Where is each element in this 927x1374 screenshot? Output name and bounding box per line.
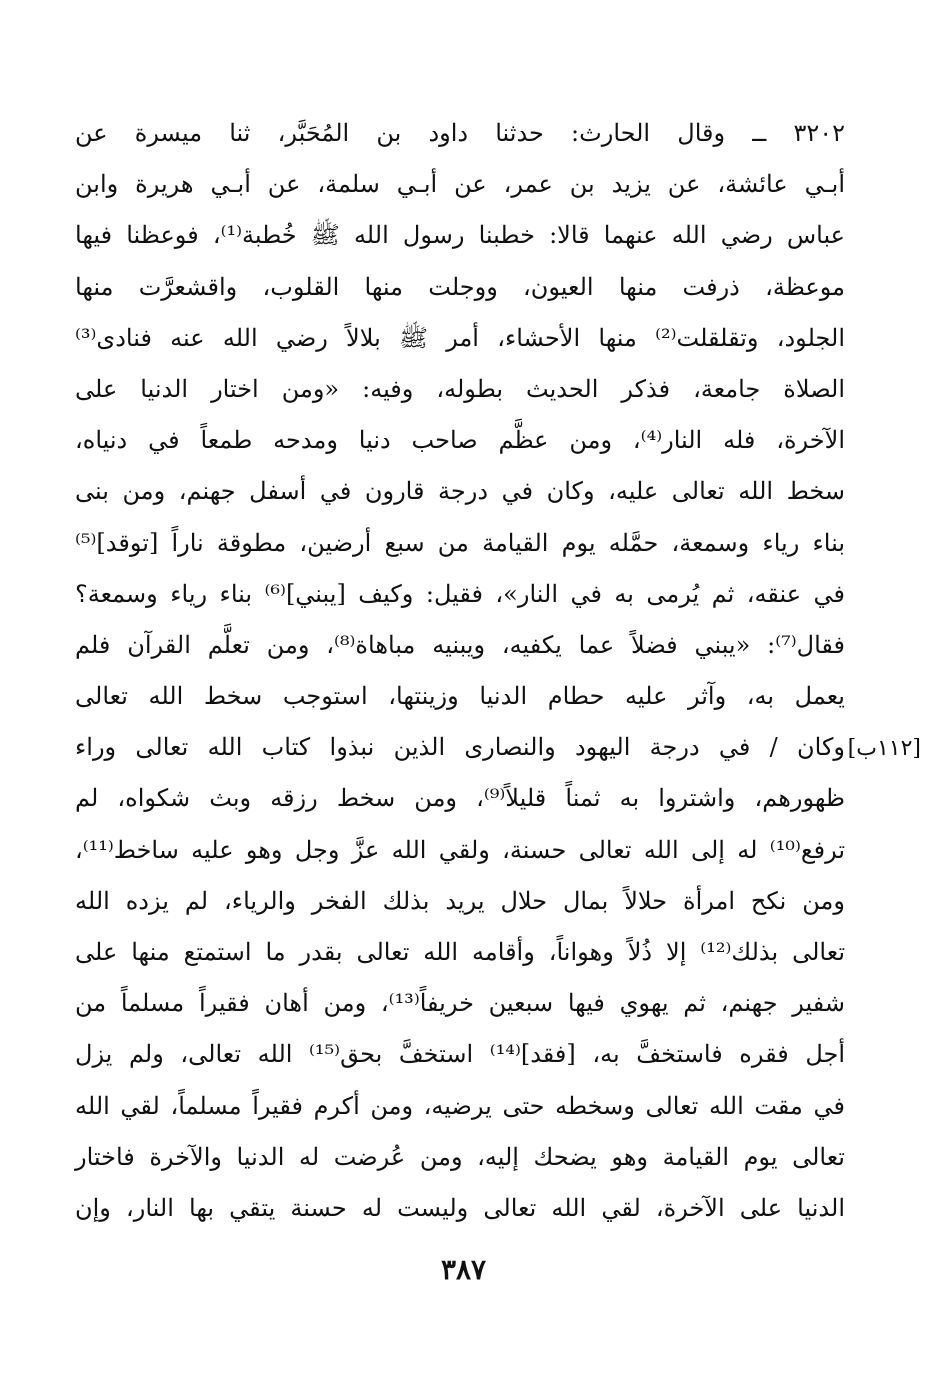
text-line: وكان / في درجة اليهود والنصارى الذين نبذوا كتاب الله تعالى وراء <box>75 733 845 762</box>
text-line: في مقت الله تعالى وسخطه حتى يرضيه، ومن أكرم فقيراً مسلماً، لقي الله <box>75 1091 845 1120</box>
text-line: شفير جهنم، ثم يهوي فيها سبعين خريفاً⁽¹³⁾، ومن أهان فقيراً مسلماً من <box>75 989 845 1018</box>
text-line: تعالى يوم القيامة وهو يضحك إليه، ومن عُرضت له الدنيا والآخرة فاختار <box>75 1142 845 1171</box>
text-line: تعالى بذلك⁽¹²⁾ إلا ذُلاً وهواناً، وأقامه الله تعالى بقدر ما استمتع منها على <box>75 938 845 966</box>
hadith-text-block <box>75 108 845 1234</box>
text-line: عباس رضي الله عنهما قالا: خطبنا رسول الله ﷺ خُطبة⁽¹⁾، فوعظنا فيها <box>75 221 846 250</box>
page-number: ٣٨٧ <box>440 1253 487 1286</box>
text-line: سخط الله تعالى عليه، وكان في درجة قارون في أسفل جهنم، ومن بنى <box>75 477 845 506</box>
text-line: ٣٢٠٢ ــ وقال الحارث: حدثنا داود بن المُحَبَّر، ثنا ميسرة عن <box>75 119 845 147</box>
text-line: بناء رياء وسمعة، حمَّله يوم القيامة من سبع أرضين، مطوقة ناراً [توقد]⁽⁵⁾ <box>75 528 845 557</box>
text-line: الآخرة، فله النار⁽⁴⁾، ومن عظَّم صاحب دنيا ومدحه طمعاً في دنياه، <box>75 426 845 455</box>
text-line: أبـي عائشة، عن يزيد بن عمر، عن أبـي سلمة، عن أبـي هريرة وابن <box>75 170 845 199</box>
text-line: الصلاة جامعة، فذكر الحديث بطوله، وفيه: «ومن اختار الدنيا على <box>75 374 845 403</box>
text-line: الجلود، وتقلقلت⁽²⁾ منها الأحشاء، أمر ﷺ بلالاً رضي الله عنه فنادى⁽³⁾ <box>75 323 845 352</box>
text-line: ترفع⁽¹⁰⁾ له إلى الله تعالى حسنة، ولقي الله عزَّ وجل وهو عليه ساخط⁽¹¹⁾، <box>75 835 845 864</box>
text-line: يعمل به، وآثر عليه حطام الدنيا وزينتها، استوجب سخط الله تعالى <box>75 682 845 711</box>
text-line: موعظة، ذرفت منها العيون، ووجلت منها القلوب، واقشعرَّت منها <box>75 272 845 301</box>
text-line: فقال⁽⁷⁾: «يبني فضلاً عما يكفيه، ويبنيه مباهاة⁽⁸⁾، ومن تعلَّم القرآن فلم <box>75 630 845 659</box>
text-line: في عنقه، ثم يُرمى به في النار»، فقيل: وكيف [يبني]⁽⁶⁾ بناء رياء وسمعة؟ <box>75 579 845 608</box>
text-line: الدنيا على الآخرة، لقي الله تعالى وليست له حسنة يتقي بها النار، وإن <box>75 1193 845 1222</box>
text-line: أجل فقره فاستخفَّ به، [فقد]⁽¹⁴⁾ استخفَّ بحق⁽¹⁵⁾ الله تعالى، ولم يزل <box>75 1040 845 1069</box>
text-line: ومن نكح امرأة حلالاً بمال حلال يريد بذلك الفخر والرياء، لم يزده الله <box>75 886 845 915</box>
manuscript-folio-marker: [١١٢ب] <box>847 736 921 761</box>
text-line: ظهورهم، واشتروا به ثمناً قليلاً⁽⁹⁾، ومن سخط رزقه وبث شكواه، لم <box>75 784 846 813</box>
